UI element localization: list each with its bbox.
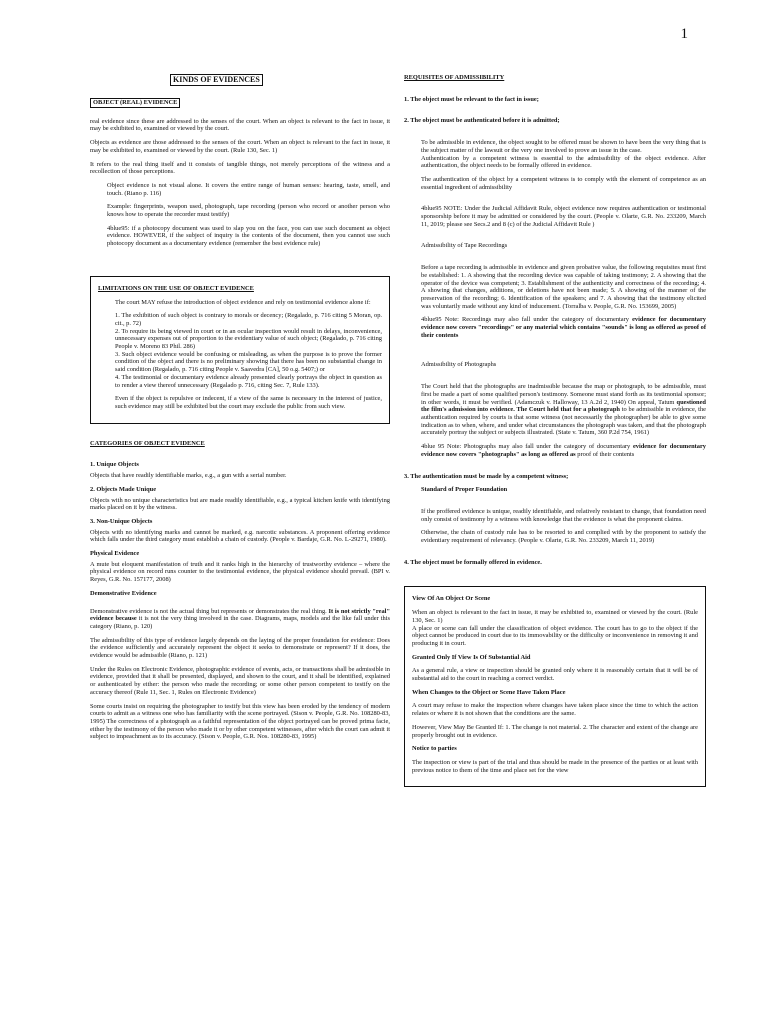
paragraph: When an object is relevant to the fact in issue, it may be exhibited to, examined or viewed by the court. (Rule 130, Sec. 1) bbox=[412, 609, 698, 624]
paragraph: Under the Rules on Electronic Evidence, photographic evidence of events, acts, or transactions shall be admissible in evidence, provided that it shall be presented, displayed, and shown to the court, and it shall be identified, explained or authenticated by either: the person who made the recording; or some other person competent to testify on the accuracy thereof (Rule 11, Sec. 1, Rules on Electronic Evidence) bbox=[90, 665, 390, 696]
subheading: Admissibility of Photographs bbox=[421, 361, 497, 369]
requisite-item: 1. The object must be relevant to the fact in issue; bbox=[404, 95, 539, 103]
object-evidence-heading: OBJECT (REAL) EVIDENCE bbox=[90, 98, 390, 108]
requisite-item: 4. The object must be formally offered in evidence. bbox=[404, 558, 542, 566]
subheading: 3. Non-Unique Objects bbox=[90, 517, 153, 525]
paragraph: It refers to the real thing itself and it consists of tangible things, not merely perceptions of the witness and a recollection of those perceptions. bbox=[90, 160, 390, 176]
subheading: 2. Objects Made Unique bbox=[90, 485, 157, 493]
paragraph: Otherwise, the chain of custody rule has to be resorted to and complied with by the proponent to satisfy the evidentiary requirement of relevancy. (People v. Olarte, G.R. No. 233209, March 11, 2019) bbox=[421, 529, 706, 545]
paragraph: Authentication by a competent witness is essential to the admissibility of the object evidence. After authentication, the object needs to be formally offered in evidence. bbox=[421, 154, 706, 170]
view-box bbox=[404, 586, 706, 787]
paragraph: A court may refuse to make the inspection where changes have taken place since the time to which the action relates or where it is not shown that the conditions are the same. bbox=[412, 702, 698, 718]
subheading: Standard of Proper Foundation bbox=[421, 486, 508, 494]
paragraph: real evidence since these are addressed to the senses of the court. When an object is relevant to the fact in issue, it may be exhibited to, examined or viewed by the court. bbox=[90, 117, 390, 133]
subheading: View Of An Object Or Scene bbox=[412, 595, 491, 603]
paragraph: Objects as evidence are those addressed to the senses of the court. When an object is relevant to the fact in issue, it may be exhibited to, examined or viewed by the court. (Rule 130, Sec. 1) bbox=[90, 139, 390, 154]
list-item: 1. The exhibition of such object is contrary to morals or decency; (Regalado, p. 716 citing 5 Moran, op. cit., p. 72) bbox=[115, 312, 382, 327]
paragraph: A mute but eloquent manifestation of truth and it ranks high in the hierarchy of trustworthy evidence – where the physical evidence on record runs counter to the testimonial evidence, the physical evidence should prevail. (BPI v. Reyes, G.R. No. 157177, 2008) bbox=[90, 560, 390, 584]
paragraph: 4blue 95 Note: Photographs may also fall under the category of documentary evidence for documentary evidence now covers "photographs" as long as offered as proof of their contents bbox=[421, 443, 707, 458]
paragraph: 4blue95 Note: Recordings may also fall under the category of documentary evidence for documentary evidence now covers "recordings" or any material which contains "sounds" is long as offered as proof of their contents bbox=[421, 316, 706, 339]
document-title: KINDS OF EVIDENCES bbox=[170, 74, 390, 86]
paragraph: Before a tape recording is admissible in evidence and given probative value, the following requisites must first be established: 1. A showing that the recording device was capable of taking testimony; 2. A showing that the operator of the device was competent; 3. Establishment of the authenticity and correctness of the recording; 4. A showing that changes, additions, or deletions have not been made; 5. A showing of the manner of the preservation of the recording; 6. Identification of the speakers; and 7. A showing that the testimony elicited was voluntarily made without any kind of inducement. (Torralba v. People, G.R. No. 153699, 2005) bbox=[421, 264, 706, 310]
limitations-box bbox=[90, 276, 390, 424]
subheading: Admissibility of Tape Recordings bbox=[421, 242, 508, 250]
paragraph: However, View May Be Granted If: 1. The change is not material. 2. The character and extent of the change are properly brought out in evidence. bbox=[412, 723, 698, 739]
categories-heading: CATEGORIES OF OBJECT EVIDENCE bbox=[90, 439, 205, 447]
paragraph: The admissibility of this type of evidence largely depends on the laying of the proper foundation for evidence: Does the evidence sufficiently and accurately represent the object it seeks to demonstrate or represent? If it does, the evidence would be admissible (Riano, p. 121) bbox=[90, 636, 390, 660]
paragraph: Even if the object is repulsive or indecent, if a view of the same is necessary in the interest of justice, such evidence may still be exhibited but the court may exclude the public from such view. bbox=[115, 395, 382, 410]
paragraph: As a general rule, a view or inspection should be granted only where it is reasonably certain that it will be of substantial aid to the court in reaching a correct verdict. bbox=[412, 667, 698, 683]
paragraph: To be admissible in evidence, the object sought to be offered must be shown to have been the very thing that is the subject matter of the lawsuit or the very one involved to prove an issue in the case. bbox=[421, 139, 706, 154]
limitations-heading: LIMITATIONS ON THE USE OF OBJECT EVIDENCE bbox=[98, 284, 254, 292]
paragraph: Objects that have readily identifiable marks, e.g., a gun with a serial number. bbox=[90, 472, 287, 480]
paragraph: If the proffered evidence is unique, readily identifiable, and relatively resistant to change, that foundation need only consist of testimony by a witness with knowledge that the evidence is what the proponent claims. bbox=[421, 507, 706, 523]
left-column bbox=[90, 74, 390, 747]
paragraph: 4blue95: if a photocopy document was used to slap you on the face, you can use such document as object evidence. HOWEVER, if the subject of inquiry is the contents of the document, then you cannot use such photocopy document as a documentary evidence (remember the best evidence rule) bbox=[107, 224, 390, 248]
paragraph: A place or scene can fall under the classification of object evidence. The court has to go to the object if the object cannot be produced in court due to its immovability or the difficulty or inconvenience in removing it and producing it in court. bbox=[412, 624, 698, 647]
requisite-item: 2. The object must be authenticated before it is admitted; bbox=[404, 117, 560, 125]
paragraph: Example: fingerprints, weapon used, photograph, tape recording (person who record or another person who knows how to operate the recorder must testify) bbox=[107, 203, 390, 219]
subheading: Demonstrative Evidence bbox=[90, 589, 157, 597]
paragraph: Some courts insist on requiring the photographer to testify but this view has been eroded by the tendency of modern courts to admit as a witness one who has familiarity with the scene portrayed. (Sison v. People, G.R. No. 108280-83, 1995) The correctness of a photograph as a faithful representation of the object portrayed can be proved prima facie, either by the testimony of the person who made it or by other competent witnesses, after which the court can admit it subject to impeachment as to its accuracy. (Sison v. People, G.R. Nos. 108280-83, 1995) bbox=[90, 702, 390, 741]
requisites-heading: REQUISITES OF ADMISSIBILITY bbox=[404, 74, 505, 81]
paragraph: The court MAY refuse the introduction of object evidence and rely on testimonial evidence alone if: bbox=[115, 298, 371, 306]
subheading: When Changes to the Object or Scene Have Taken Place bbox=[412, 688, 566, 696]
right-column bbox=[404, 74, 706, 787]
paragraph: The authentication of the object by a competent witness is to comply with the element of competence as an essential ingredient of admissibility bbox=[421, 175, 706, 191]
list-item: 3. Such object evidence would be confusing or misleading, as when the purpose is to prove the former condition of the object and there is no preliminary showing that there has been no substantial change in said condition (Regalado, p. 716 citing People v. Saavedra [CA], 50 o.g. 5407;) or bbox=[115, 350, 382, 374]
subheading: 1. Unique Objects bbox=[90, 461, 139, 469]
subheading: Notice to parties bbox=[412, 745, 457, 753]
paragraph: The inspection or view is part of the trial and thus should be made in the presence of the parties or at least with previous notice to them of the time and place set for the view bbox=[412, 758, 698, 774]
page-number: 1 bbox=[680, 26, 688, 42]
subheading: Granted Only If View Is Of Substantial Aid bbox=[412, 653, 531, 661]
paragraph: Object evidence is not visual alone. It covers the entire range of human senses: hearing, taste, smell, and touch. (Riano p. 116) bbox=[107, 181, 390, 197]
paragraph: 4blue95 NOTE: Under the Judicial Affidavit Rule, object evidence now requires authentication or testimonial sponsorship before it may be admitted or considered by the court. (People v. Olarte, G.R. No. 233209, March 11, 2019; please see Secs.2 and 8 (c) of the Judicial Affidavit Rule ) bbox=[421, 205, 706, 228]
paragraph: Objects with no unique characteristics but are made readily identifiable, e.g., a typical kitchen knife with identifying marks placed on it by the witness. bbox=[90, 496, 390, 512]
list-item: 2. To require its being viewed in court or in an ocular inspection would result in delays, inconvenience, unnecessary expenses out of proportion to the evidentiary value of such object; (Regalado, p. 716 citing People v. Moreno 83 Phil. 286) bbox=[115, 327, 382, 351]
list-item: 4. The testimonial or documentary evidence already presented clearly portrays the object in question as to render a view thereof unnecessary (Regalado p. 716, citing Sec. 7, Rule 133). bbox=[115, 373, 382, 389]
paragraph: Demonstrative evidence is not the actual thing but represents or demonstrates the real thing. It is not strictly "real" evidence because it is not the very thing involved in the case. Diagrams, maps, models and the like fall under this category (Riano, p. 120) bbox=[90, 607, 391, 630]
paragraph: The Court held that the photographs are inadmissible because the map or photograph, to be admissible, must first be made a part of some qualified person's testimony. Someone must stand forth as its testimonial sponsor; in other words, it must be verified. (Adamczuk v. Halloway, 13 A.2d 2, 1940) On appeal, Tatum questioned the film's admission into evidence. The Court held that for a photograph to be admissible in evidence, the authentication required by courts is that some witness (not necessarily the photographer) be able to give some indication as to when, where, and under what circumstances the photograph was taken, and that the photograph accurately portray the subject or subjects illustrated. (State v. Tatum, 360 P.2d 754, 1961) bbox=[421, 383, 706, 437]
paragraph: Objects with no identifying marks and cannot be marked, e.g. narcotic substances. A proponent offering evidence which falls under the third category must establish a chain of custody. (People v. Bardaje, G.R. No. L-29271, 1980). bbox=[90, 528, 390, 544]
requisite-item: 3. The authentication must be made by a competent witness; bbox=[404, 472, 569, 480]
subheading: Physical Evidence bbox=[90, 550, 140, 558]
